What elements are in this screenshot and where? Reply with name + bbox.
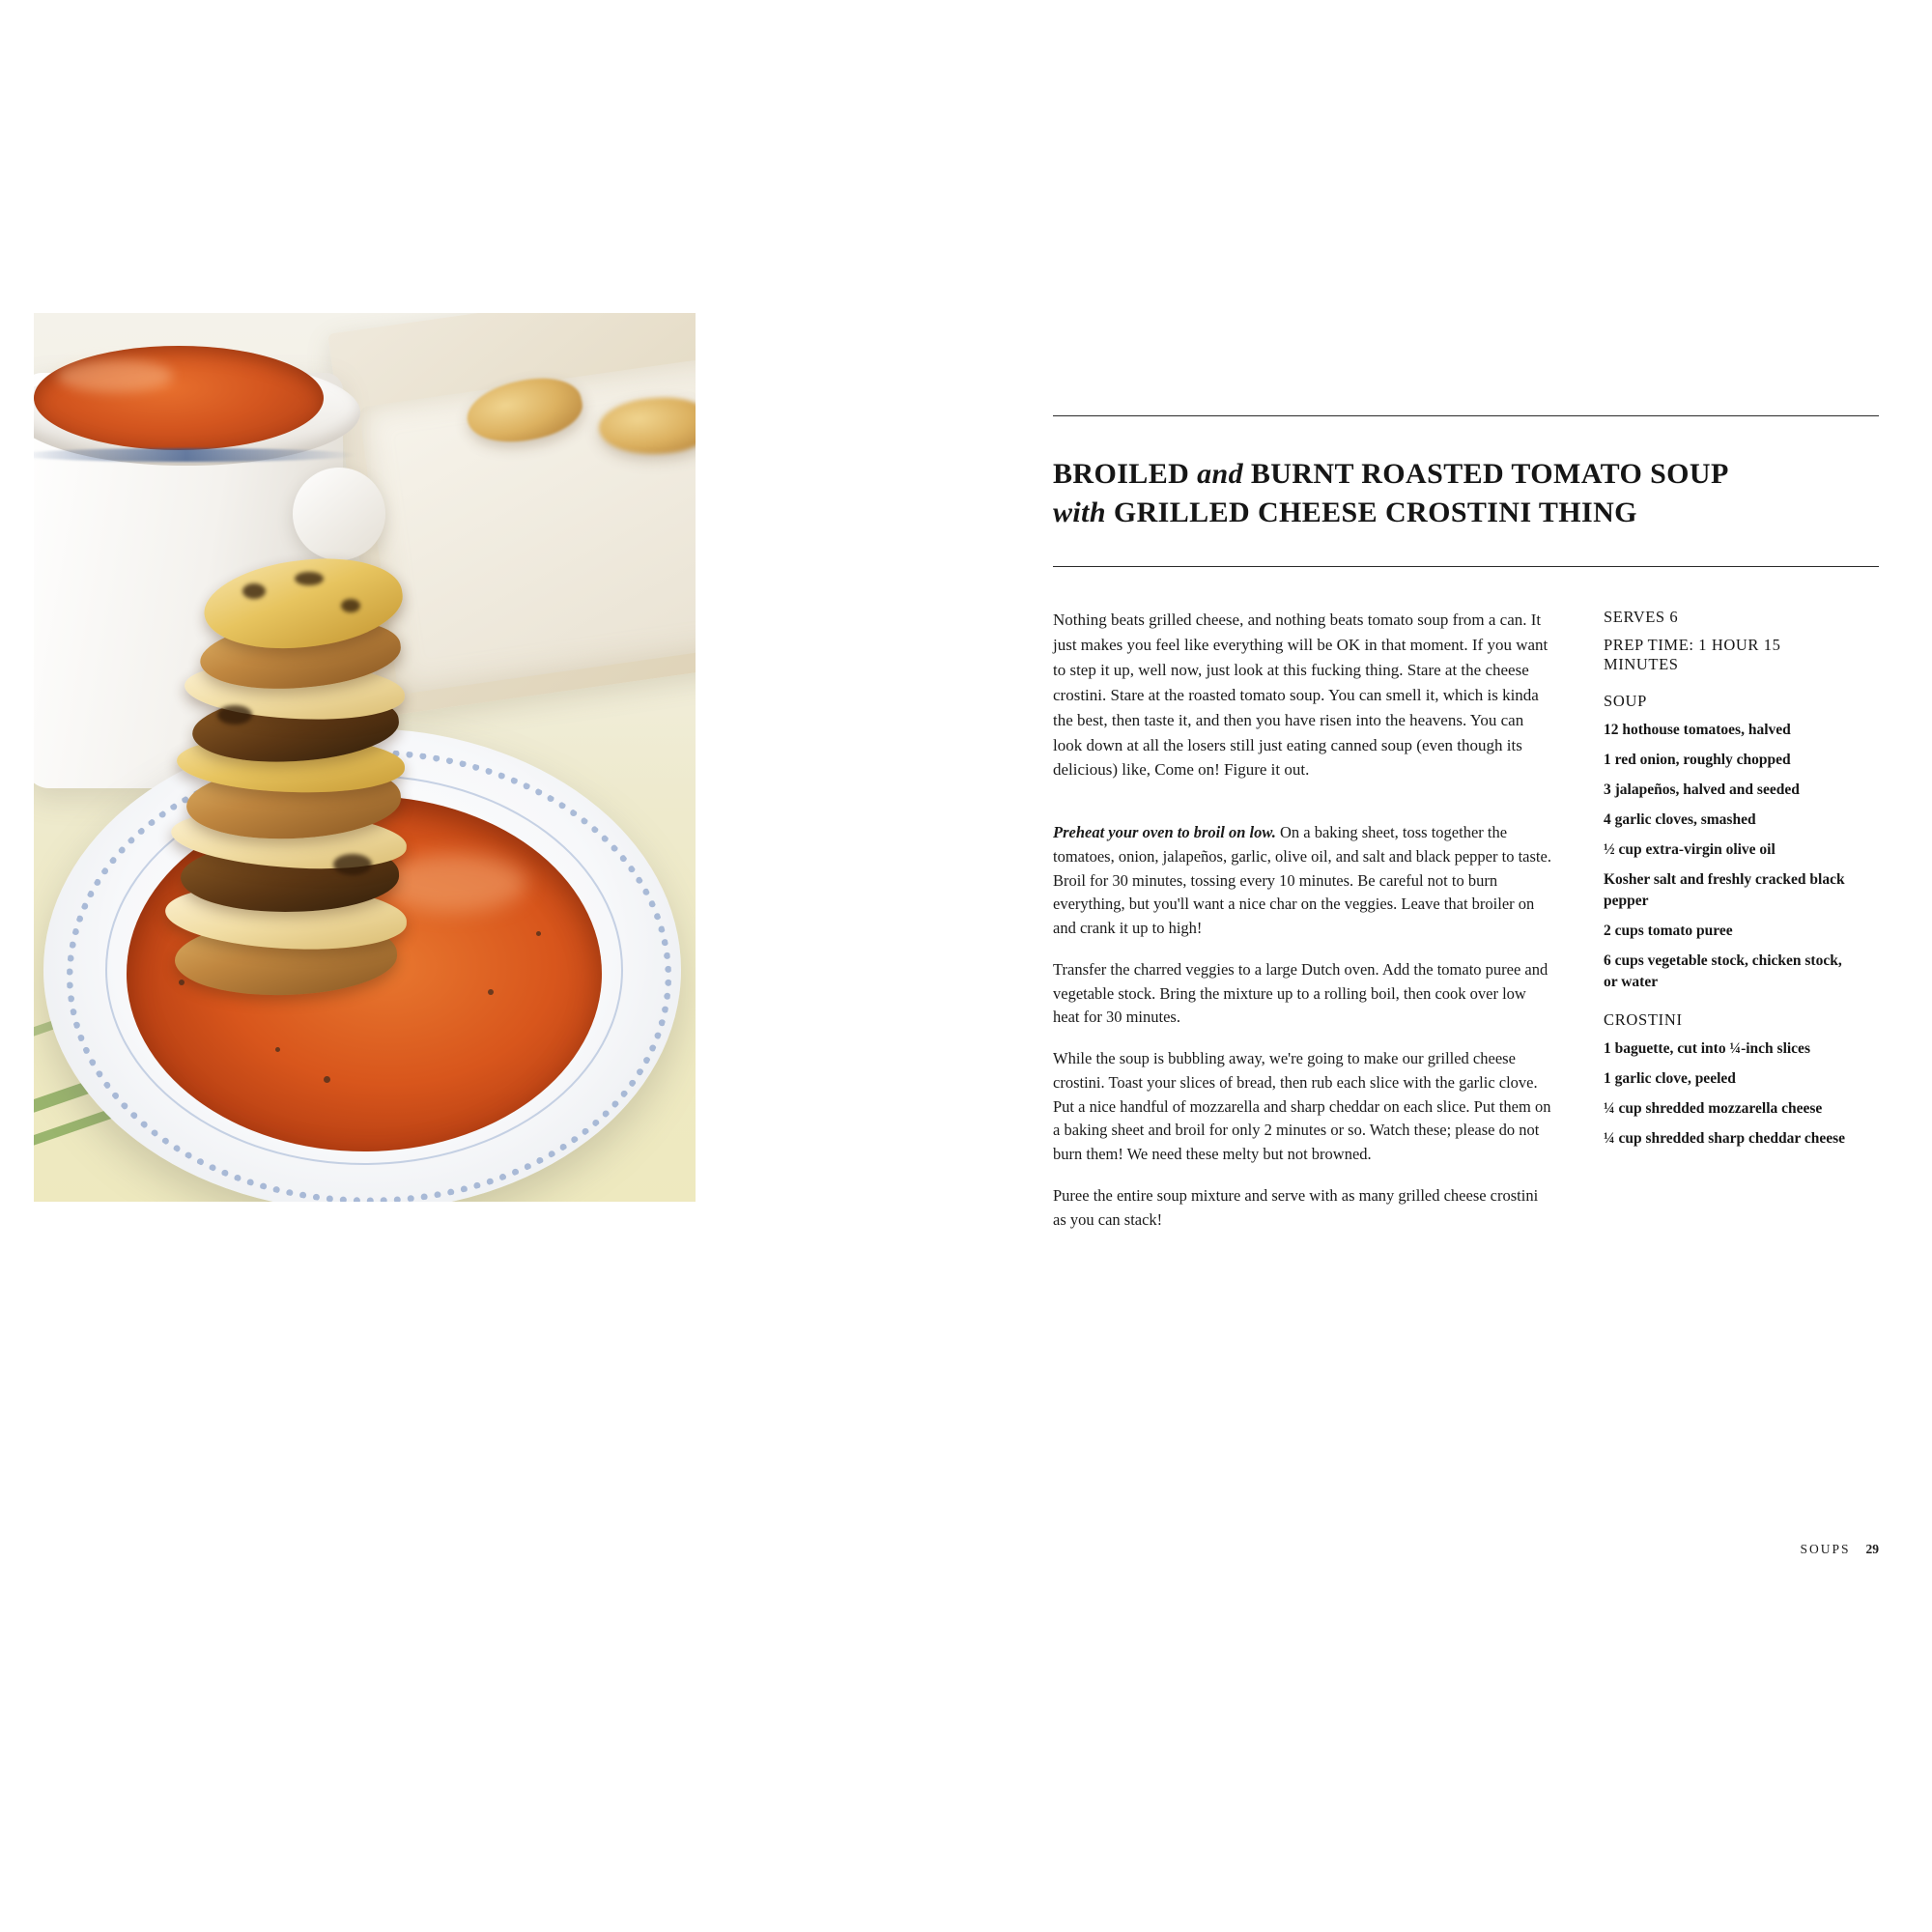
ingredient-item: 6 cups vegetable stock, chicken stock, or water bbox=[1604, 952, 1842, 991]
recipe-columns bbox=[1053, 567, 1879, 1249]
recipe-content bbox=[1053, 415, 1879, 1249]
ingredient-item: ½ cup extra-virgin olive oil bbox=[1604, 841, 1776, 859]
recipe-headnote: Nothing beats grilled cheese, and nothing beats tomato soup from a can. It just makes you feel like everything will be OK in that moment. If you want to step it up, well now, just look at this fucking thing. Stare at the cheese crostini. Stare at the roasted tomato soup. You can smell it, which is kinda the best, then taste it, and then you have risen into the heavens. You can look down at all the losers still just eating canned soup (even though its delicious) like, Come on! Figure it out. bbox=[1053, 611, 1548, 780]
pepper-fleck bbox=[324, 1076, 330, 1083]
page-title bbox=[1053, 436, 1879, 547]
title-part-broiled: BROILED bbox=[1053, 458, 1198, 491]
recipe-body-column bbox=[1053, 608, 1555, 1249]
ingredient-section-heading-soup: SOUP bbox=[1604, 692, 1647, 711]
pepper-fleck bbox=[275, 1047, 280, 1052]
ingredient-item: 1 baguette, cut into ¼-inch slices bbox=[1604, 1040, 1810, 1058]
recipe-sidebar-column bbox=[1604, 608, 1857, 1249]
pot-soup-highlight bbox=[57, 359, 173, 392]
recipe-step bbox=[1053, 958, 1555, 1030]
char-mark bbox=[333, 854, 372, 875]
char-mark bbox=[295, 572, 324, 585]
title-conjunction-and: and bbox=[1197, 458, 1243, 491]
ingredient-item: 2 cups tomato puree bbox=[1604, 923, 1733, 940]
char-mark bbox=[217, 705, 252, 724]
pot-soup bbox=[34, 346, 324, 450]
recipe-step bbox=[1053, 1184, 1555, 1233]
pepper-fleck bbox=[536, 931, 541, 936]
ingredient-section-heading-crostini: CROSTINI bbox=[1604, 1010, 1683, 1030]
prep-time-label: PREP TIME: 1 HOUR 15 MINUTES bbox=[1604, 636, 1781, 674]
pot-blue-stripe bbox=[34, 448, 356, 462]
page-folio bbox=[1053, 1542, 1879, 1557]
step-text: On a baking sheet, toss together the tomatoes, onion, jalapeños, garlic, olive oil, and salt and black pepper to taste. Broil for 30 minutes, tossing every 10 minutes. Be careful not to burn everything, but you'll want a nice char on the veggies. Leave that broiler on and crank it up to high! bbox=[1053, 823, 1551, 938]
ingredient-item: 1 red onion, roughly chopped bbox=[1604, 752, 1791, 769]
ingredient-item: 12 hothouse tomatoes, halved bbox=[1604, 722, 1791, 739]
ingredient-item: Kosher salt and freshly cracked black pepper bbox=[1604, 871, 1845, 910]
title-rule-top bbox=[1053, 415, 1879, 416]
title-part-burnt: BURNT ROASTED TOMATO SOUP bbox=[1242, 458, 1729, 491]
ingredient-item: 4 garlic cloves, smashed bbox=[1604, 811, 1756, 829]
serves-label: SERVES 6 bbox=[1604, 608, 1679, 627]
recipe-photograph bbox=[34, 313, 696, 1202]
folio-page-number: 29 bbox=[1865, 1542, 1879, 1556]
step-text: While the soup is bubbling away, we're going to make our grilled cheese crostini. Toast your slices of bread, then rub each slice with the garlic clove. Put a nice handful of mozzarella and sharp cheddar on each slice. Put them on a baking sheet and broil for only 2 minutes or so. Watch these; please do not burn them! We need these melty but not browned. bbox=[1053, 1049, 1551, 1164]
ingredient-item: ¼ cup shredded mozzarella cheese bbox=[1604, 1100, 1823, 1118]
ingredient-item: ¼ cup shredded sharp cheddar cheese bbox=[1604, 1130, 1846, 1148]
ingredient-item: 1 garlic clove, peeled bbox=[1604, 1070, 1736, 1088]
step-lead-in: Preheat your oven to broil on low. bbox=[1053, 823, 1276, 842]
char-mark bbox=[341, 599, 360, 612]
step-text: Puree the entire soup mixture and serve with as many grilled cheese crostini as you can stack! bbox=[1053, 1185, 1539, 1229]
recipe-step bbox=[1053, 821, 1555, 941]
photo-canvas bbox=[34, 313, 696, 1202]
pepper-fleck bbox=[488, 989, 494, 995]
title-line-1 bbox=[1053, 455, 1879, 494]
title-conjunction-with: with bbox=[1053, 496, 1106, 528]
char-mark bbox=[242, 583, 266, 599]
recipe-step bbox=[1053, 1047, 1555, 1167]
title-part-crostini: GRILLED CHEESE CROSTINI THING bbox=[1105, 496, 1637, 528]
step-text: Transfer the charred veggies to a large Dutch oven. Add the tomato puree and vegetable stock. Bring the mixture up to a rolling boil, then cook over low heat for 30 minutes. bbox=[1053, 959, 1548, 1027]
folio-chapter-label: SOUPS bbox=[1800, 1542, 1851, 1556]
crostini-stack bbox=[150, 516, 440, 1018]
title-line-2 bbox=[1053, 494, 1879, 532]
ingredient-item: 3 jalapeños, halved and seeded bbox=[1604, 781, 1800, 799]
